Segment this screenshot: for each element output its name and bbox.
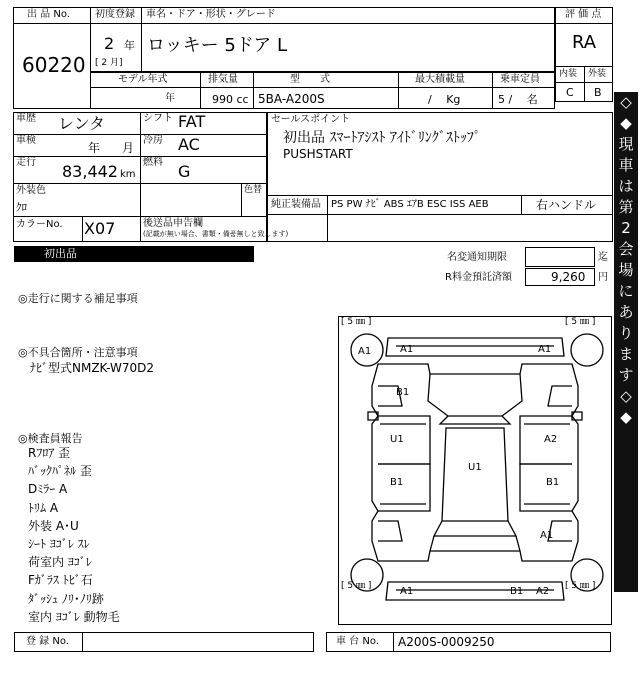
tire-depth-top-right: [ 5 ㎜ ]	[565, 317, 596, 327]
sidebar-char: ◆	[620, 114, 632, 132]
color-value: ｸﾛ	[16, 201, 27, 214]
sidebar-char: ま	[618, 345, 634, 363]
sidebar-char: に	[618, 282, 634, 300]
sidebar-char: す	[618, 366, 634, 384]
rating-value: RA	[572, 32, 597, 53]
sidebar-char: ◇	[620, 93, 632, 111]
ac-value: AC	[178, 135, 200, 154]
sidebar-char: ◆	[620, 408, 632, 426]
venue-notice-sidebar	[614, 92, 638, 592]
lot-number: 60220	[22, 53, 86, 77]
mileage-value: 83,442	[62, 162, 118, 181]
car-name: ロッキー 5ドア L	[147, 35, 288, 56]
inspector-report-line: ﾀﾞｯｼｭ ﾉﾘ･ﾉﾘ跡	[28, 591, 104, 606]
lot-label: 出 品 No.	[27, 9, 70, 20]
rating-label: 評 価 点	[565, 9, 602, 20]
mark-front-bumper-right: A1	[538, 344, 552, 355]
first-listing-bar: 初出品	[14, 246, 254, 262]
mark-left-front-door: U1	[390, 434, 404, 445]
inspector-report-line: Fｶﾞﾗｽ ﾄﾋﾞ石	[28, 573, 93, 588]
sidebar-char: あ	[618, 303, 634, 321]
mark-right-front-door: A2	[544, 434, 558, 445]
shift-label: シフト	[143, 113, 173, 124]
tire-depth-bottom-right: [ 5 ㎜ ]	[565, 581, 596, 591]
mark-front-left-wheel: A1	[358, 346, 372, 357]
inspection-year: 年	[88, 141, 101, 155]
model-year-label: モデル年式	[118, 74, 168, 85]
displacement-label: 排気量	[208, 74, 238, 85]
mark-rear-bumper-left: A1	[400, 586, 414, 597]
recycle-value: 9,260	[551, 270, 586, 284]
model-value: 5BA-A200S	[258, 92, 325, 106]
shift-value: FAT	[178, 112, 206, 131]
sidebar-char: 場	[618, 261, 634, 279]
mark-rear-bumper-mid: B1	[510, 586, 524, 597]
load-value: / Kg	[428, 93, 461, 106]
inspector-report-list	[28, 447, 328, 632]
defects-label: ◎不具合箇所・注意事項	[18, 346, 138, 359]
inspector-report-line: 外装 A･U	[28, 518, 79, 533]
recycle-unit: 円	[598, 272, 608, 283]
exterior-label: 外装	[588, 69, 607, 79]
mark-left-front-fender: B1	[396, 387, 410, 398]
mark-front-bumper-left: A1	[400, 344, 414, 355]
chassis-label: 車 台 No.	[336, 636, 379, 647]
history-label: 車歴	[16, 113, 36, 124]
inspection-label: 車検	[16, 135, 36, 146]
model-year-unit: 年	[165, 93, 175, 104]
mileage-label: 走行	[16, 157, 36, 168]
inspector-report-line: 室内 ﾖｺﾞﾚ 動物毛	[28, 609, 120, 624]
load-label: 最大積載量	[415, 74, 465, 85]
color-no-label: カラーNo.	[16, 219, 63, 230]
color-label: 外装色	[16, 185, 46, 196]
chassis-value: A200S-0009250	[398, 635, 495, 649]
sales-points-line2: PUSHSTART	[283, 147, 353, 161]
displacement-value: 990 cc	[212, 93, 249, 106]
sales-points-label: セールスポイント	[271, 114, 351, 125]
sidebar-char: り	[618, 324, 634, 342]
sidebar-char: ◇	[620, 387, 632, 405]
defects-line1: ﾅﾋﾞ型式NMZK-W70D2	[30, 361, 155, 375]
tire-depth-top-left: [ 5 ㎜ ]	[341, 317, 372, 327]
sidebar-char: は	[618, 177, 634, 195]
first-reg-year: 2	[104, 34, 115, 53]
sidebar-char: 会	[618, 240, 634, 258]
sidebar-char: 第	[618, 198, 634, 216]
inspector-report-line: Dﾐﾗｰ A	[28, 482, 68, 497]
first-reg-month: [ 2 月]	[95, 58, 123, 68]
tire-depth-bottom-left: [ 5 ㎜ ]	[341, 581, 372, 591]
color-swap-label: 色替	[244, 185, 263, 195]
model-label: 型 式	[290, 74, 330, 85]
name-change-label: 名変通知期限	[447, 252, 507, 263]
recycle-label: R料金預託済額	[445, 272, 512, 283]
ac-label: 冷房	[143, 135, 163, 146]
sidebar-char: 2	[621, 219, 631, 237]
inspector-label: ◎検査員報告	[18, 432, 83, 445]
color-no-value: X07	[84, 219, 116, 238]
handle-value: 右ハンドル	[536, 198, 597, 212]
aftermarket-note: (記載が無い場合、書類・備품無しと致します)	[143, 230, 289, 238]
mileage-unit: km	[120, 169, 136, 180]
capacity-label: 乗車定員	[500, 74, 540, 85]
equipment-value: PS PW ﾅﾋﾞ ABS ｴｱB ESC ISS AEB	[331, 199, 489, 210]
car-outline-diagram	[338, 316, 612, 625]
mark-right-rear-quarter: A1	[540, 530, 554, 541]
car-name-label: 車名・ドア・形状・グレード	[146, 9, 276, 20]
first-reg-label: 初度登録	[95, 9, 135, 20]
inspector-report-line: ﾊﾞｯｸﾊﾟﾈﾙ 歪	[28, 464, 92, 479]
inspector-report-line: Rﾌﾛｱ 歪	[28, 446, 71, 460]
inspector-report-line: ｼｰﾄ ﾖｺﾞﾚ ｽﾚ	[28, 537, 90, 551]
sidebar-char: 現	[618, 135, 634, 153]
interior-label: 内装	[559, 69, 578, 79]
inspection-month: 月	[122, 141, 135, 155]
mark-roof: U1	[468, 462, 482, 473]
sidebar-char: 車	[618, 156, 634, 174]
name-change-box	[525, 247, 595, 267]
history-value: レンタ	[58, 114, 105, 133]
exterior-grade: B	[594, 86, 602, 99]
mark-rear-bumper-right: A2	[536, 586, 550, 597]
inspector-report-line: 荷室内 ﾖｺﾞﾚ	[28, 555, 92, 570]
equipment-label: 純正装備品	[271, 199, 321, 210]
capacity-value: 5 / 名	[498, 93, 538, 106]
driving-notes-label: ◎走行に関する補足事項	[18, 292, 138, 305]
sales-points-line1: 初出品 ｽﾏｰﾄｱｼｽﾄ ｱｲﾄﾞﾘﾝｸﾞｽﾄｯﾌﾟ	[283, 130, 481, 146]
interior-grade: C	[566, 86, 574, 99]
inspector-report-line: ﾄﾘﾑ A	[28, 500, 59, 515]
mark-left-rear-door: B1	[390, 477, 404, 488]
name-change-unit: 迄	[598, 252, 608, 263]
aftermarket-label: 後送品申告欄	[143, 218, 203, 229]
fuel-value: G	[178, 162, 191, 181]
registration-label: 登 録 No.	[26, 636, 69, 647]
year-unit: 年	[124, 39, 135, 52]
fuel-label: 燃料	[143, 157, 163, 168]
mark-right-rear-door: B1	[546, 477, 560, 488]
